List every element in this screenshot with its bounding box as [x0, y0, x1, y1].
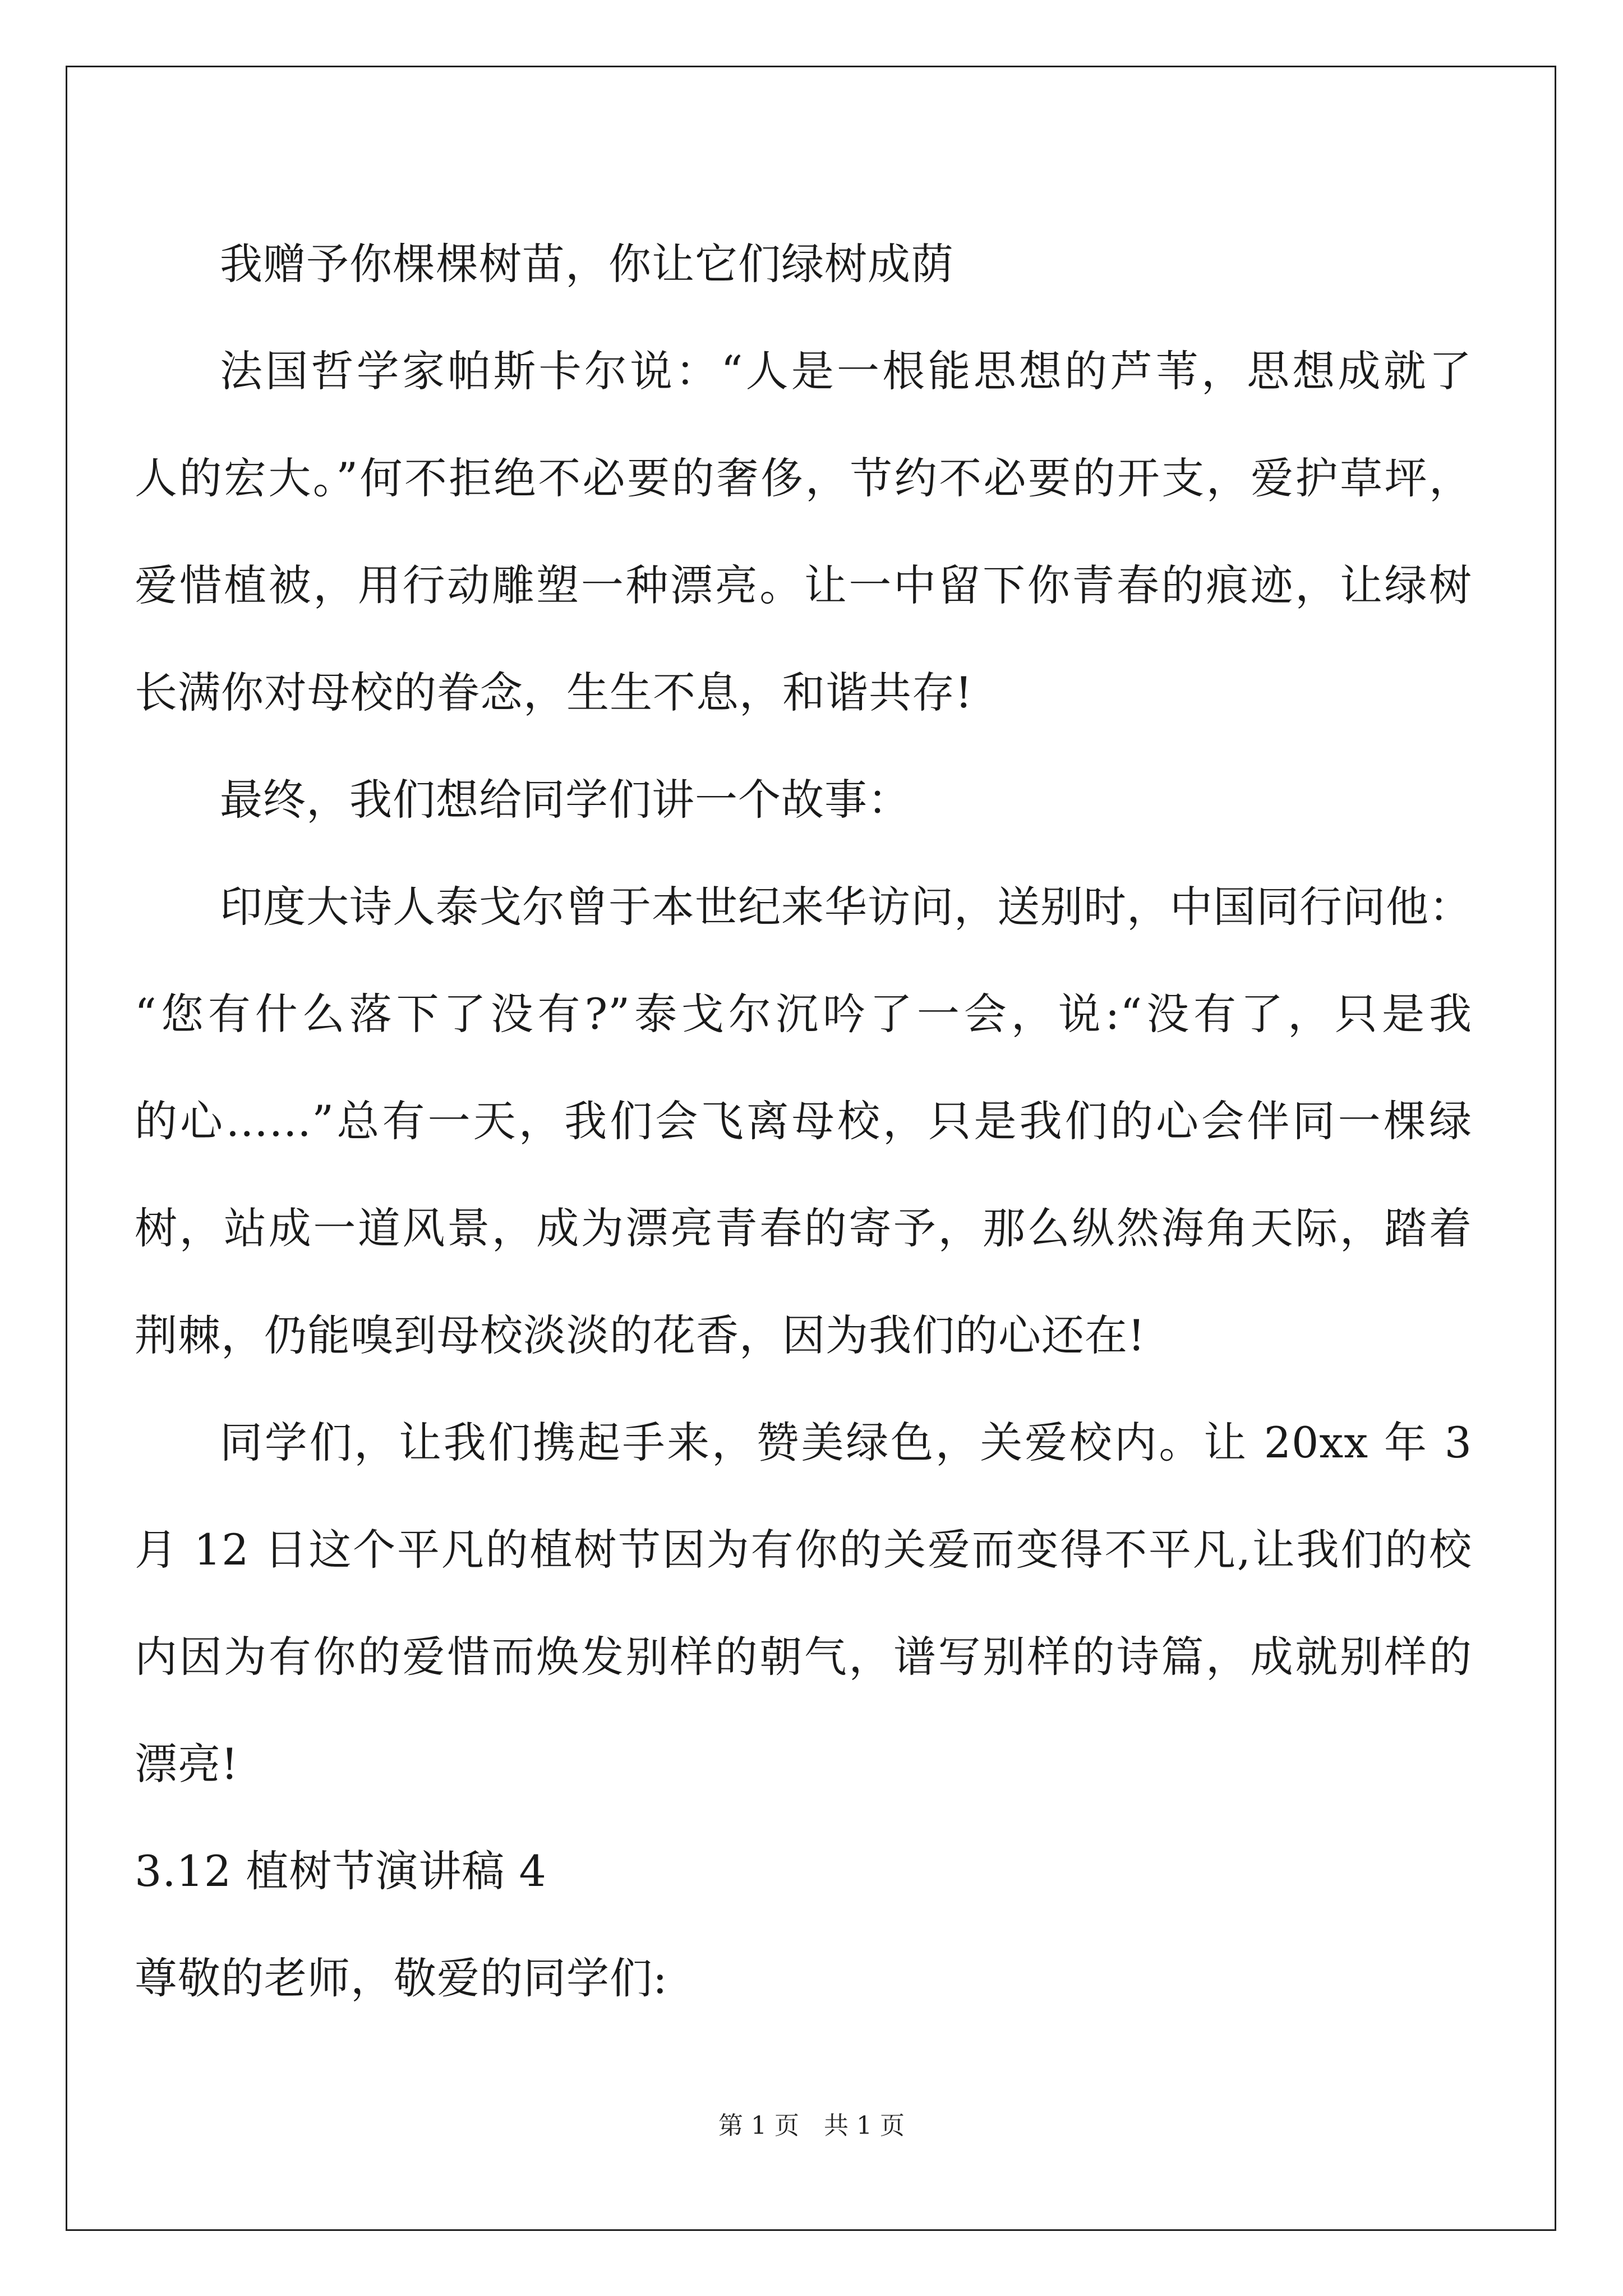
- section-heading-text: 3.12 植树节演讲稿 4: [135, 1846, 547, 1896]
- page-footer: [0, 2109, 1623, 2143]
- paragraph-2-line-2: 人的宏大。”何不拒绝不必要的奢侈，节约不必要的开支，爱护草坪，: [135, 453, 1472, 503]
- paragraph-4: [135, 853, 1472, 1389]
- paragraph-2-line-1: 法国哲学家帕斯卡尔说：“人是一根能思想的芦苇，思想成就了: [220, 346, 1472, 396]
- page-number-label: 第 1 页 共 1 页: [718, 2111, 905, 2140]
- paragraph-4-line-4: 树，站成一道风景，成为漂亮青春的寄予，那么纵然海角天际，踏着: [135, 1203, 1472, 1253]
- paragraph-4-line-3: 的心……”总有一天，我们会飞离母校，只是我们的心会伴同一棵绿: [135, 1096, 1472, 1146]
- paragraph-5-line-2: 月 12 日这个平凡的植树节因为有你的关爱而变得不平凡,让我们的校: [135, 1525, 1472, 1575]
- document-body: [135, 210, 1472, 2032]
- paragraph-1-line-1: 我赠予你棵棵树苗，你让它们绿树成荫: [220, 239, 954, 289]
- section-heading: [135, 1818, 1472, 1925]
- paragraph-2: [135, 318, 1472, 746]
- paragraph-5-line-1: 同学们，让我们携起手来，赞美绿色，关爱校内。让 20xx 年 3: [220, 1418, 1472, 1467]
- paragraph-3: [135, 746, 1472, 853]
- salutation-text: 尊敬的老师，敬爱的同学们:: [135, 1953, 668, 2003]
- salutation: [135, 1925, 1472, 2032]
- paragraph-1: [135, 210, 1472, 318]
- paragraph-2-line-3: 爱惜植被，用行动雕塑一种漂亮。让一中留下你青春的痕迹，让绿树: [135, 560, 1472, 610]
- paragraph-2-line-4: 长满你对母校的眷念，生生不息，和谐共存!: [135, 668, 973, 717]
- paragraph-5-line-3: 内因为有你的爱惜而焕发别样的朝气，谱写别样的诗篇，成就别样的: [135, 1632, 1472, 1682]
- paragraph-5-line-4: 漂亮!: [135, 1739, 239, 1789]
- paragraph-4-line-5: 荆棘，仍能嗅到母校淡淡的花香，因为我们的心还在!: [135, 1310, 1146, 1360]
- paragraph-4-line-1: 印度大诗人泰戈尔曾于本世纪来华访问，送别时，中国同行问他：: [220, 882, 1472, 932]
- paragraph-4-line-2: “您有什么落下了没有?”泰戈尔沉吟了一会，说:“没有了，只是我: [135, 989, 1472, 1039]
- paragraph-3-line-1: 最终，我们想给同学们讲一个故事：: [220, 775, 911, 825]
- paragraph-5: [135, 1389, 1472, 1818]
